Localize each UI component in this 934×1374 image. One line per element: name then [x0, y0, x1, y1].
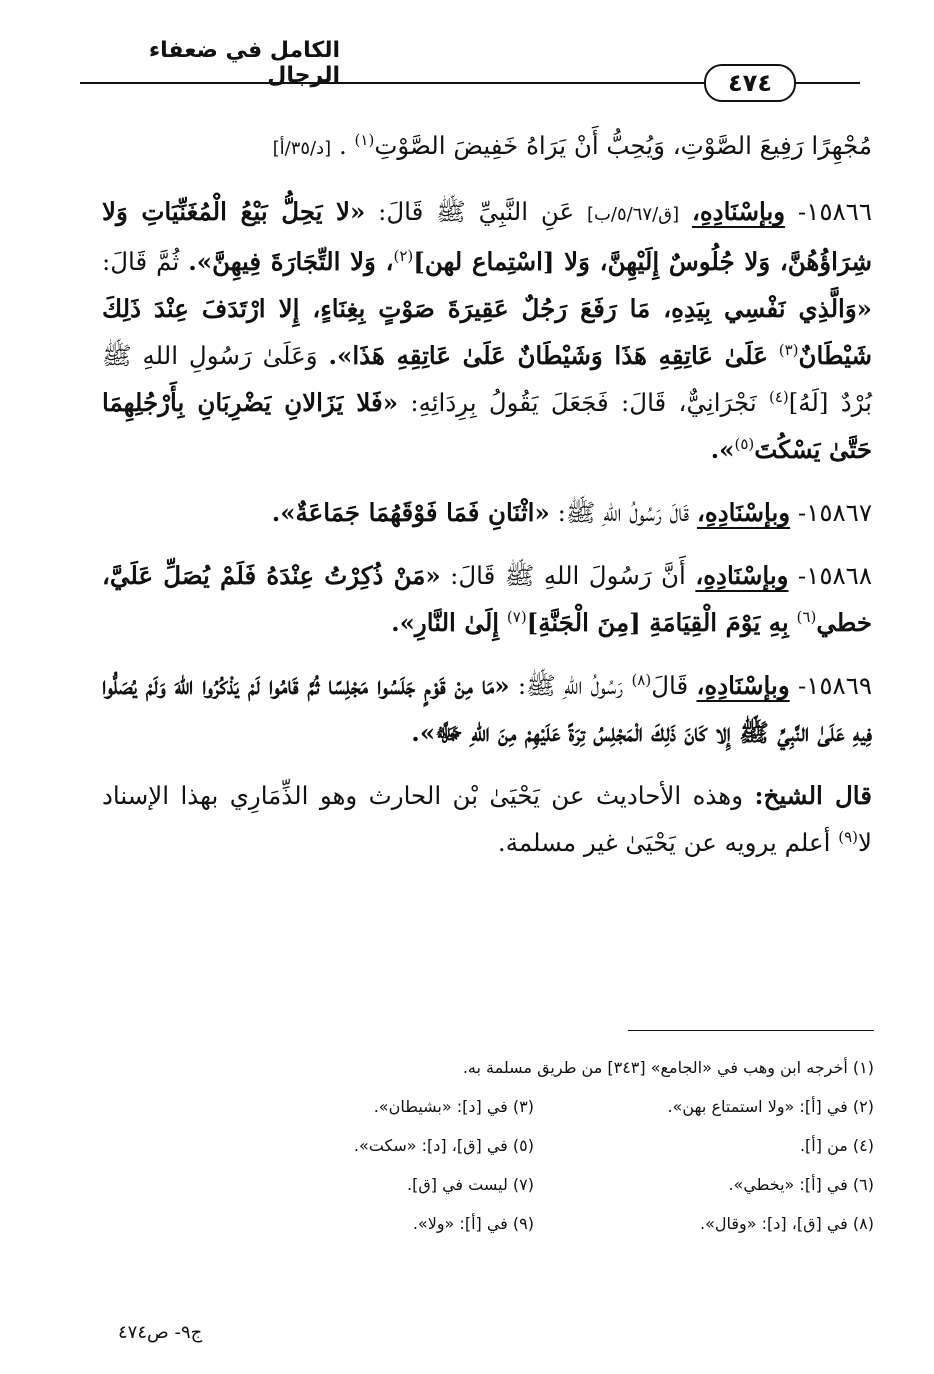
- hadith-text: «مَنْ ذُكِرْتُ عِنْدَهُ فَلَمْ يُصَلِّ عَلَيَّ، خطي: [102, 561, 872, 637]
- hadith-text: «فَلا يَزَالانِ يَضْرِبَانِ بِأَرْجُلِهِمَا حَتَّىٰ يَسْكُتَ: [102, 388, 872, 464]
- hadith-number: ١٥٨٦٨-: [797, 561, 872, 590]
- hadith-text: «وَالَّذِي نَفْسِي بِيَدِهِ، مَا رَفَعَ رَجُلٌ عَقِيرَةَ صَوْتٍ بِغِنَاءٍ، إِلا ارْتَدَفَ عِنْدَ ذَلِكَ شَيْطَانٌ: [102, 294, 872, 370]
- footnote-separator: [628, 1030, 874, 1031]
- footnote-marker-5: (٥): [734, 434, 755, 453]
- volume-page-signature: ج٩- ص٤٧٤: [118, 1322, 203, 1343]
- footnote-marker-8: (٨): [631, 670, 652, 689]
- footnote-marker-3: (٣): [778, 340, 799, 359]
- footnotes: [94, 1048, 874, 1243]
- footnote-marker-4: (٤): [768, 387, 789, 406]
- footnote-1: (١) أخرجه ابن وهب في «الجامع» [٣٤٣] من طريق مسلمة به.: [462, 1058, 874, 1077]
- hadith-text: «اثْنَانِ فَمَا فَوْقَهُمَا جَمَاعَةٌ».: [271, 498, 550, 527]
- manuscript-ref: [ق/٥/٦٧/ب]: [586, 204, 680, 225]
- manuscript-ref: [د/٣٥/أ]: [272, 138, 332, 159]
- hadith-number: ١٥٨٦٩-: [797, 671, 873, 700]
- hadith-15868: ١٥٨٦٨- وبإسْنَادِهِ، أَنَّ رَسُولَ اللهِ ﷺ قَالَ: «مَنْ ذُكِرْتُ عِنْدَهُ فَلَمْ يُصَلِّ عَلَيَّ، خطي$^{(٦)}$ بِهِ يَوْمَ الْقِيَامَةِ [مِنَ الْجَنَّةِ]$^{(٧)}$ إِلَىٰ النَّارِ».: [102, 561, 872, 637]
- isnad-label: وبإسْنَادِهِ،: [696, 671, 790, 700]
- isnad-label: وبإسْنَادِهِ،: [691, 197, 786, 226]
- main-text: [102, 122, 872, 882]
- footnote-2: (٢) في [أ]: «ولا استمتاع بهن».: [667, 1097, 874, 1116]
- hadith-15869: ١٥٨٦٩- وبإسْنَادِهِ، قَالَ$^{(٨)}$ رَسُولُ اللهِ ﷺ: «مَا مِنْ قَوْمٍ جَلَسُوا مَجْلِسًا ثُمَّ قَامُوا لَمْ يَذْكُرُوا اللهَ وَلَمْ يُصَلُّوا فِيهِ عَلَىٰ النَّبِيِّ ﷺ إِلا كَانَ ذَلِكَ الْمَجْلِسُ تِرَةً عَلَيْهِمْ مِنَ اللهِ ﷻ».: [102, 670, 873, 747]
- hadith-15867: ١٥٨٦٧- وبإسْنَادِهِ، قَالَ رَسُولُ اللهِ ﷺ: «اثْنَانِ فَمَا فَوْقَهُمَا جَمَاعَةٌ».: [271, 498, 872, 527]
- footnote-3: (٣) في [د]: «بشيطان».: [373, 1097, 534, 1116]
- footnote-5: (٥) في [ق]، [د]: «سكت».: [353, 1136, 534, 1155]
- shaykh-comment: قال الشيخ: وهذه الأحاديث عن يَحْيَىٰ بْن الحارث وهو الذِّمَارِي بهذا الإسناد لا$^{(٩)}$ أعلم يرويه عن يَحْيَىٰ غير مسلمة.: [102, 781, 872, 857]
- footnote-6: (٦) في [أ]: «يخطي».: [728, 1175, 874, 1194]
- footnote-marker-7: (٧): [506, 607, 527, 626]
- footnote-marker-2: (٢): [393, 246, 414, 265]
- footnote-8: (٨) في [ق]، [د]: «وقال».: [699, 1214, 874, 1233]
- page-number-badge: ٤٧٤: [704, 64, 796, 102]
- continuation-paragraph: مُجْهِرًا رَفِيعَ الصَّوْتِ، وَيُحِبُّ أَنْ يَرَاهُ خَفِيضَ الصَّوْتِ$^{(١)}$ . [د/٣٥/أ]: [272, 130, 872, 160]
- shaykh-label: قال الشيخ:: [754, 781, 872, 810]
- isnad-label: وبإسْنَادِهِ،: [696, 498, 791, 527]
- isnad-label: وبإسْنَادِهِ،: [695, 561, 789, 590]
- hadith-number: ١٥٨٦٦-: [797, 197, 872, 226]
- hadith-15866: ١٥٨٦٦- وبإسْنَادِهِ، [ق/٥/٦٧/ب] عَنِ النَّبِيِّ ﷺ قَالَ: «لا يَحِلُّ بَيْعُ الْمُغَنِّيَاتِ وَلا شِرَاؤُهُنَّ، وَلا جُلُوسٌ إِلَيْهِنَّ، وَلا [اسْتِماع لهن]$^{(٢)}$، وَلا التِّجَارَةَ فِيهِنَّ». ثُمَّ قَالَ: «وَالَّذِي نَفْسِي بِيَدِهِ، مَا رَفَعَ رَجُلٌ عَقِيرَةَ صَوْتٍ بِغِنَاءٍ، إِلا ارْتَدَفَ عِنْدَ ذَلِكَ شَيْطَانٌ$^{(٣)}$ عَلَىٰ عَاتِقِهِ هَذَا وَشَيْطَانٌ عَلَىٰ عَاتِقِهِ هَذَا». وَعَلَىٰ رَسُولِ اللهِ ﷺ بُرْدٌ [لَهُ]$^{(٤)}$ نَجْرَانِيٌّ، قَالَ: فَجَعَلَ يَقُولُ بِرِدَائِهِ: «فَلا يَزَالانِ يَضْرِبَانِ بِأَرْجُلِهِمَا حَتَّىٰ يَسْكُتَ$^{(٥)}$».: [102, 197, 872, 464]
- hadith-text: «لا يَحِلُّ بَيْعُ الْمُغَنِّيَاتِ وَلا شِرَاؤُهُنَّ، وَلا جُلُوسٌ إِلَيْهِنَّ، وَلا [اسْتِماع لهن]: [102, 197, 872, 276]
- footnote-marker-1: (١): [354, 130, 375, 149]
- footnote-4: (٤) من [أ].: [799, 1136, 874, 1155]
- footnote-9: (٩) في [أ]: «ولا».: [412, 1214, 534, 1233]
- footnote-marker-6: (٦): [796, 607, 817, 626]
- footnote-7: (٧) ليست في [ق].: [407, 1175, 534, 1194]
- running-title: الكامل في ضعفاء الرجال: [148, 38, 340, 88]
- hadith-text: «مَا مِنْ قَوْمٍ جَلَسُوا مَجْلِسًا ثُمَّ قَامُوا لَمْ يَذْكُرُوا اللهَ وَلَمْ يُصَلُّوا فِيهِ عَلَىٰ النَّبِيِّ ﷺ إِلا كَانَ ذَلِكَ الْمَجْلِسُ تِرَةً عَلَيْهِمْ مِنَ اللهِ ﷻ».: [102, 671, 872, 747]
- hadith-number: ١٥٨٦٧-: [797, 498, 872, 527]
- footnote-marker-9: (٩): [838, 827, 859, 846]
